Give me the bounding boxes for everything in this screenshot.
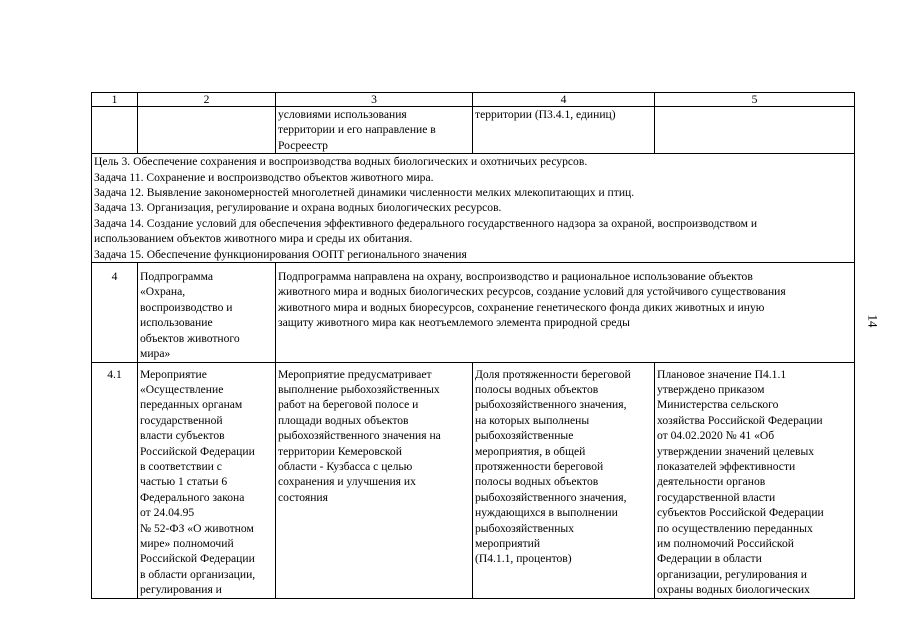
text-line: государственной власти: [657, 490, 776, 504]
text-line: мероприятия, в общей: [475, 444, 586, 458]
text-line: на которых выполнены: [475, 413, 590, 427]
text-line: Плановое значение П4.1.1: [657, 367, 787, 381]
measure-row: [92, 362, 855, 598]
text-line: рыбохозяйственного значения,: [475, 490, 627, 504]
text-line: «Осуществление: [140, 382, 224, 396]
goal-row: [92, 154, 855, 263]
text-line: рыбохозяйственного значения на: [278, 429, 441, 443]
subprogram-description: [276, 263, 855, 362]
text-line: территории и его направление в: [278, 123, 436, 137]
continuation-row: [92, 107, 855, 154]
subprogram-row: [92, 263, 855, 362]
text-line: государственной: [140, 413, 223, 427]
text-line: площади водных объектов: [278, 413, 409, 427]
text-line: власти субъектов: [140, 429, 225, 443]
continuation-col3: [276, 107, 473, 154]
text-line: № 52-ФЗ «О животном: [140, 521, 254, 535]
text-line: «Охрана,: [140, 285, 186, 299]
text-line: Российской Федерации: [140, 444, 255, 458]
text-line: условиями использования: [278, 108, 407, 121]
text-line: Подпрограмма: [140, 270, 213, 284]
measure-basis: [655, 362, 855, 598]
empty-cell: [92, 107, 138, 154]
text-line: выполнение рыбохозяйственных: [278, 382, 440, 396]
goal-line: Цель 3. Обеспечение сохранения и воспроизводства водных биологических и охотничьих ресурсов.: [94, 155, 588, 169]
text-line: деятельности органов: [657, 475, 766, 489]
continuation-col4: [473, 107, 655, 154]
task-line: Задача 11. Сохранение и воспроизводство объектов животного мира.: [94, 170, 434, 184]
task-line: Задача 13. Организация, регулирование и охрана водных биологических ресурсов.: [94, 201, 502, 215]
text-line: животного мира и водных биологических ресурсов, создание условий для устойчивого существования: [278, 285, 786, 299]
text-line: Российской Федерации: [140, 552, 255, 566]
header-row: [92, 93, 855, 107]
text-line: рыбохозяйственного значения,: [475, 398, 627, 412]
text-line: животного мира и водных биоресурсов, сохранение генетического фонда диких животных и иную: [278, 300, 765, 314]
text-line: Мероприятие: [140, 367, 207, 381]
header-cell: 5: [655, 93, 855, 107]
header-cell: 1: [92, 93, 138, 107]
text-line: субъектов Российской Федерации: [657, 506, 824, 520]
text-line: мероприятий: [475, 536, 541, 550]
header-cell: 3: [276, 93, 473, 107]
subprogram-number: 4: [92, 263, 138, 362]
measure-indicator: [473, 362, 655, 598]
text-line: нуждающихся в выполнении: [475, 506, 618, 520]
text-line: по осуществлению переданных: [657, 521, 813, 535]
text-line: использование: [140, 316, 213, 330]
text-line: защиту животного мира как неотъемлемого элемента природной среды: [278, 316, 630, 330]
text-line: Федерального закона: [140, 490, 245, 504]
text-line: от 04.02.2020 № 41 «Об: [657, 429, 775, 443]
measure-name: [138, 362, 276, 598]
text-line: полосы водных объектов: [475, 475, 599, 489]
task-line: использованием объектов животного мира и среды их обитания.: [94, 232, 413, 246]
text-line: Доля протяженности береговой: [475, 367, 631, 381]
text-line: территории (П3.4.1, единиц): [475, 108, 616, 121]
text-line: хозяйства Российской Федерации: [657, 413, 823, 427]
task-line: Задача 14. Создание условий для обеспечения эффективного федерального государственного надзора за охраной, воспроизводством и: [94, 216, 758, 230]
text-line: Федерации в области: [657, 552, 762, 566]
text-line: им полномочий Российской: [657, 536, 794, 550]
text-line: в соответствии с: [140, 459, 222, 473]
text-line: переданных органам: [140, 398, 243, 412]
text-line: рыбохозяйственные: [475, 429, 574, 443]
measures-table: [91, 92, 855, 599]
measure-number: 4.1: [92, 362, 138, 598]
text-line: утверждении значений целевых: [657, 444, 815, 458]
text-line: полосы водных объектов: [475, 382, 599, 396]
text-line: Мероприятие предусматривает: [278, 367, 432, 381]
text-line: состояния: [278, 490, 328, 504]
empty-cell: [138, 107, 276, 154]
page-number: 14: [865, 314, 881, 328]
text-line: работ на береговой полосе и: [278, 398, 419, 412]
text-line: охраны водных биологических: [657, 583, 810, 597]
measure-description: [276, 362, 473, 598]
header-cell: 2: [138, 93, 276, 107]
text-line: мира»: [140, 347, 171, 361]
text-line: Подпрограмма направлена на охрану, воспроизводство и рациональное использование объектов: [278, 270, 753, 284]
text-line: рыбохозяйственных: [475, 521, 575, 535]
header-cell: 4: [473, 93, 655, 107]
text-line: сохранения и улучшения их: [278, 475, 416, 489]
subprogram-name: [138, 263, 276, 362]
text-line: частью 1 статьи 6: [140, 475, 228, 489]
text-line: (П4.1.1, процентов): [475, 552, 572, 566]
text-line: от 24.04.95: [140, 506, 195, 520]
empty-cell: [655, 107, 855, 154]
text-line: показателей эффективности: [657, 459, 796, 473]
text-line: утверждено приказом: [657, 382, 765, 396]
goal-block: [92, 154, 855, 263]
text-line: объектов животного: [140, 331, 240, 345]
text-line: организации, регулирования и: [657, 567, 807, 581]
text-line: протяженности береговой: [475, 459, 604, 473]
task-line: Задача 12. Выявление закономерностей многолетней динамики численности мелких млекопитающих и птиц.: [94, 186, 635, 200]
text-line: мире» полномочий: [140, 536, 234, 550]
text-line: Министерства сельского: [657, 398, 779, 412]
text-line: регулирования и: [140, 583, 222, 597]
text-line: в области организации,: [140, 567, 256, 581]
text-line: области - Кузбасса с целью: [278, 459, 413, 473]
task-line: Задача 15. Обеспечение функционирования ООПТ регионального значения: [94, 247, 467, 261]
text-line: воспроизводство и: [140, 300, 233, 314]
text-line: Росреестр: [278, 138, 328, 152]
text-line: территории Кемеровской: [278, 444, 402, 458]
